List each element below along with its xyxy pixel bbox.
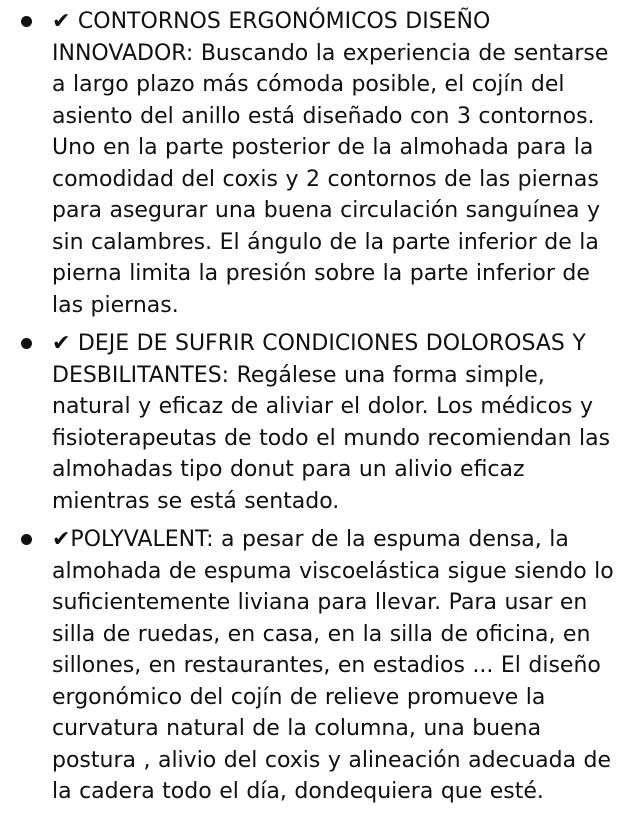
- bullet-dot-icon: [21, 338, 32, 349]
- bullet-text: [52, 328, 626, 517]
- bullet-heading: ✔POLYVALENT:: [52, 527, 214, 552]
- feature-bullet-ergonomic-contours: [0, 6, 640, 321]
- bullet-text: [52, 6, 626, 321]
- bullet-body: Regálese una forma simple, natural y eficaz de aliviar el dolor. Los médicos y fisioterapeutas de todo el mundo recomiendan las almohadas tipo donut para un alivio eficaz mientras se está sentado.: [52, 362, 611, 514]
- bullet-body: Buscando la experiencia de sentarse a largo plazo más cómoda posible, el cojín del asiento del anillo está diseñado con 3 contornos. Uno en la parte posterior de la almohada para la comodidad del coxis y 2 contornos de las piernas para asegurar una buena circulación sanguínea y sin calambres. El ángulo de la parte inferior de la pierna limita la presión sobre la parte inferior de las piernas.: [52, 40, 609, 318]
- bullet-text: [52, 524, 626, 808]
- feature-bullet-polyvalent: [0, 524, 640, 808]
- bullet-body: a pesar de la espuma densa, la almohada de espuma viscoelástica sigue siendo lo suficientemente liviana para llevar. Para usar en silla de ruedas, en casa, en la silla de oficina, en sillones, en restaurantes, en estadios ... El diseño ergonómico del cojín de relieve promueve la curvatura natural de la columna, una buena postura , alivio del coxis y alineación adecuada de la cadera todo el día, dondequiera que esté.: [52, 527, 614, 804]
- feature-bullet-list: [0, 6, 640, 808]
- bullet-heading: ✔ DEJE DE SUFRIR CONDICIONES DOLOROSAS Y DESBILITANTES:: [52, 331, 586, 388]
- bullet-dot-icon: [21, 534, 32, 545]
- bullet-heading: ✔ CONTORNOS ERGONÓMICOS DISEÑO INNOVADOR:: [52, 9, 491, 66]
- feature-bullet-pain-relief: [0, 328, 640, 517]
- bullet-dot-icon: [21, 16, 32, 27]
